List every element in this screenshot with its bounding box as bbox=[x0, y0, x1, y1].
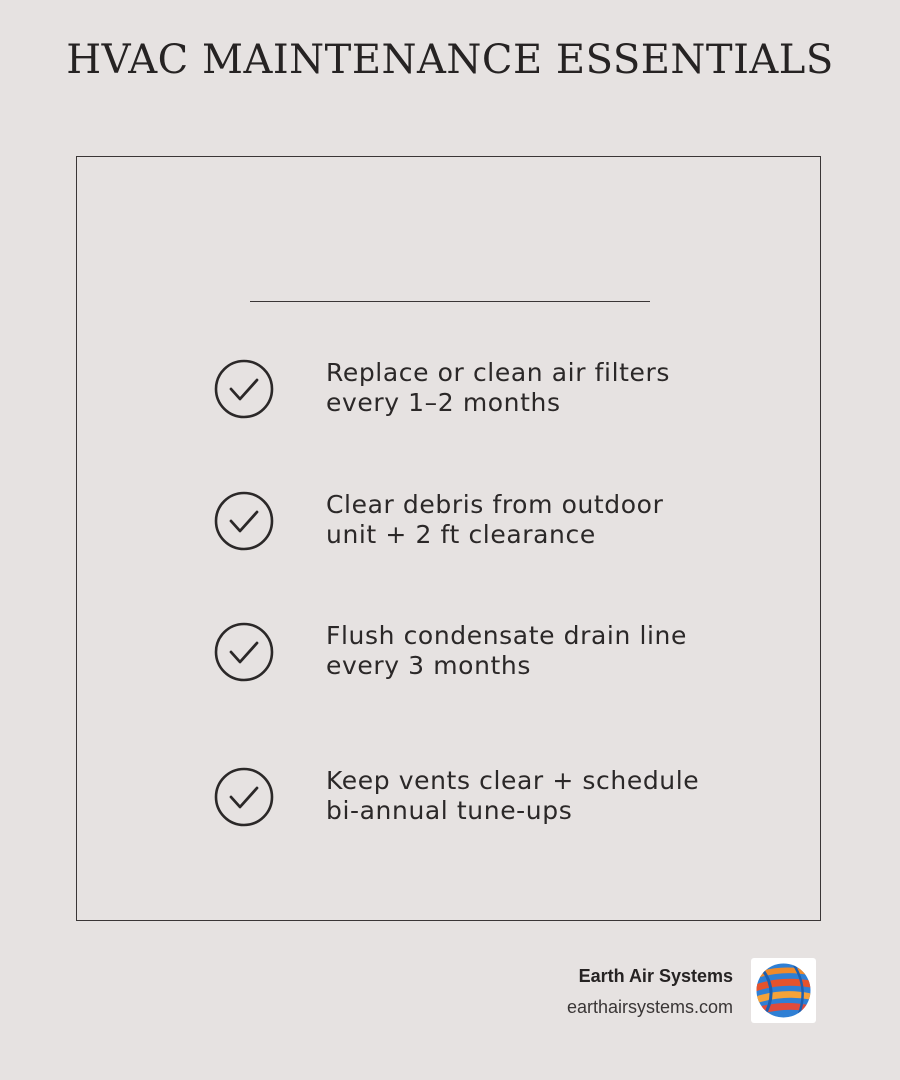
checklist-item-text bbox=[326, 490, 766, 550]
checklist-item-line: Flush condensate drain line bbox=[326, 621, 687, 650]
checklist-item-line: unit + 2 ft clearance bbox=[326, 520, 596, 549]
checklist-item-line: Clear debris from outdoor bbox=[326, 490, 664, 519]
checklist-item-line: bi-annual tune-ups bbox=[326, 796, 573, 825]
check-circle-icon bbox=[213, 490, 275, 552]
checklist-item-line: Replace or clean air filters bbox=[326, 358, 671, 387]
checklist-item-line: Keep vents clear + schedule bbox=[326, 766, 700, 795]
checklist-item-3 bbox=[213, 621, 773, 687]
brand-logo bbox=[751, 958, 816, 1023]
brand-name: Earth Air Systems bbox=[578, 966, 733, 986]
check-circle-icon bbox=[213, 621, 275, 683]
check-circle-icon bbox=[213, 766, 275, 828]
checklist-item-text bbox=[326, 358, 766, 418]
brand-url[interactable]: earthairsystems.com bbox=[566, 997, 733, 1017]
checklist-item-line: every 1–2 months bbox=[326, 388, 561, 417]
checklist-item-1 bbox=[213, 358, 773, 424]
checklist-item-text bbox=[326, 621, 766, 681]
checklist-item-text bbox=[326, 766, 766, 826]
checklist-item-2 bbox=[213, 490, 773, 556]
checklist-panel bbox=[76, 156, 821, 921]
divider bbox=[250, 301, 650, 302]
check-circle-icon bbox=[213, 358, 275, 420]
checklist-item-line: every 3 months bbox=[326, 651, 531, 680]
globe-logo-icon bbox=[754, 961, 813, 1020]
checklist-item-4 bbox=[213, 766, 773, 832]
page-title: HVAC MAINTENANCE ESSENTIALS bbox=[66, 37, 834, 83]
